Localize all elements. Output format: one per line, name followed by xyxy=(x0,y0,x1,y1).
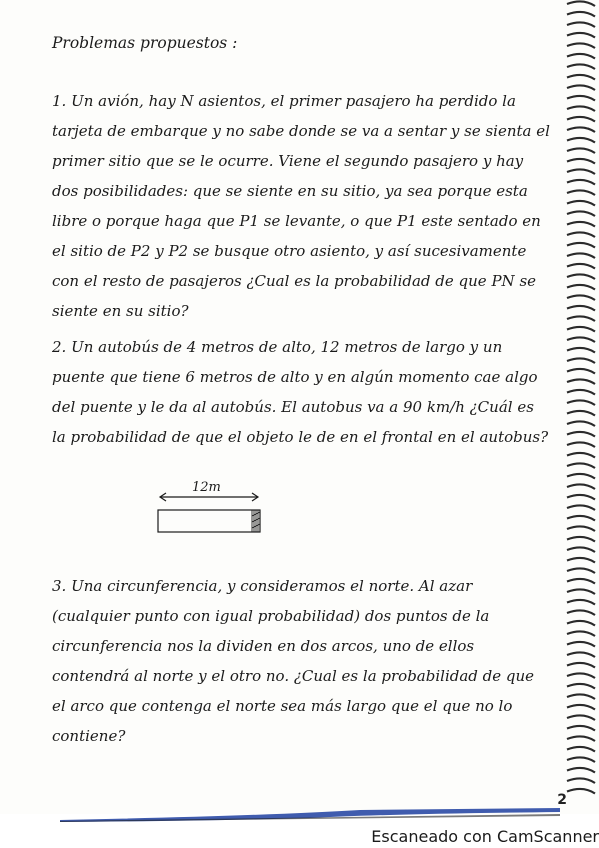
spiral-coil xyxy=(567,264,595,269)
spiral-coil xyxy=(567,232,595,237)
spiral-binding xyxy=(563,0,599,800)
problem-2-text: 2. Un autobús de 4 metros de alto, 12 metros de largo y un puente que tiene 6 metros de alto y en algún momento cae algo del puente y le da al autobús. El autobus va a 90 km/h ¿Cuál es la probabilidad de que el objeto le de en el frontal en el autobus? xyxy=(52,338,549,446)
spiral-coil xyxy=(567,474,595,479)
spiral-coil xyxy=(567,22,595,27)
spiral-coil xyxy=(567,117,595,122)
spiral-coil xyxy=(567,12,595,17)
spiral-coil xyxy=(567,33,595,38)
spiral-coil xyxy=(567,54,595,59)
spiral-coil xyxy=(567,337,595,342)
spiral-coil xyxy=(567,631,595,636)
spiral-coil xyxy=(567,768,595,773)
spiral-coil xyxy=(567,190,595,195)
spiral-coil xyxy=(567,621,595,626)
spiral-coil xyxy=(567,526,595,531)
spiral-coil xyxy=(567,537,595,542)
spiral-coil xyxy=(567,558,595,563)
spiral-coil xyxy=(567,453,595,458)
spiral-coil xyxy=(567,652,595,657)
spiral-coil xyxy=(567,127,595,132)
page-edge-shadow xyxy=(60,808,560,822)
spiral-coil xyxy=(567,715,595,720)
spiral-coil xyxy=(567,96,595,101)
spiral-coil xyxy=(567,789,595,794)
spiral-coil xyxy=(567,358,595,363)
spiral-coil xyxy=(567,568,595,573)
spiral-coil xyxy=(567,505,595,510)
spiral-coil xyxy=(567,211,595,216)
spiral-coil xyxy=(567,369,595,374)
spiral-coil xyxy=(567,673,595,678)
spiral-coil xyxy=(567,379,595,384)
spiral-coil xyxy=(567,316,595,321)
spiral-coil xyxy=(567,484,595,489)
spiral-coil xyxy=(567,432,595,437)
spiral-coil xyxy=(567,736,595,741)
spiral-coil xyxy=(567,778,595,783)
page-title: Problemas propuestos : xyxy=(52,34,238,52)
page-number: 2 xyxy=(557,792,567,808)
spiral-coil xyxy=(567,180,595,185)
spiral-coil xyxy=(567,253,595,258)
spiral-coil xyxy=(567,159,595,164)
spiral-coil xyxy=(567,684,595,689)
spiral-coil xyxy=(567,75,595,80)
problem-1-text: 1. Un avión, hay N asientos, el primer pasajero ha perdido la tarjeta de embarque y no sabe donde se va a sentar y se sienta el primer sitio que se le ocurre. Viene el segundo pasajero y hay dos posibilidades: que se siente en su sitio, ya sea porque esta libre o porque haga que P1 se levante, o que P1 este sentado en el sitio de P2 y P2 se busque otro asiento, y así sucesivamente con el resto de pasajeros ¿Cual es la probabilidad de que PN se siente en su sitio? xyxy=(52,92,550,320)
spiral-coil xyxy=(567,705,595,710)
spiral-coil xyxy=(567,169,595,174)
spiral-coil xyxy=(567,579,595,584)
spiral-coil xyxy=(567,390,595,395)
spiral-coil xyxy=(567,274,595,279)
spiral-coil xyxy=(567,222,595,227)
spiral-coil xyxy=(567,516,595,521)
spiral-coil xyxy=(567,348,595,353)
spiral-coil xyxy=(567,610,595,615)
spiral-coil xyxy=(567,295,595,300)
spiral-coil xyxy=(567,600,595,605)
spiral-coil xyxy=(567,663,595,668)
spiral-coil xyxy=(567,495,595,500)
bus-diagram xyxy=(150,480,270,540)
spiral-coil xyxy=(567,138,595,143)
spiral-coil xyxy=(567,421,595,426)
spiral-coil xyxy=(567,747,595,752)
spiral-coil xyxy=(567,589,595,594)
spiral-coil xyxy=(567,106,595,111)
spiral-coil xyxy=(567,85,595,90)
bus-front-hatching xyxy=(252,510,260,532)
spiral-coil xyxy=(567,694,595,699)
spiral-coil xyxy=(567,1,595,6)
bus-rectangle xyxy=(158,510,260,532)
problem-3-text: 3. Una circunferencia, y consideramos el norte. Al azar (cualquier punto con igual probabilidad) dos puntos de la circunferencia nos la dividen en dos arcos, uno de ellos contendrá al norte y el otro no. ¿Cual es la probabilidad de que el arco que contenga el norte sea más largo que el que no lo contiene? xyxy=(52,577,535,745)
spiral-coil xyxy=(567,442,595,447)
spiral-coil xyxy=(567,43,595,48)
spiral-coil xyxy=(567,327,595,332)
camscanner-watermark: Escaneado con CamScanner xyxy=(371,827,599,846)
spiral-coil xyxy=(567,306,595,311)
length-label: 12m xyxy=(192,480,221,495)
spiral-coil xyxy=(567,463,595,468)
spiral-coil xyxy=(567,285,595,290)
spiral-coil xyxy=(567,243,595,248)
spiral-coil xyxy=(567,400,595,405)
spiral-coil xyxy=(567,64,595,69)
spiral-coil xyxy=(567,201,595,206)
spiral-coil xyxy=(567,642,595,647)
spiral-coil xyxy=(567,148,595,153)
spiral-coil xyxy=(567,726,595,731)
spiral-coil xyxy=(567,411,595,416)
spiral-coil xyxy=(567,757,595,762)
spiral-coil xyxy=(567,547,595,552)
